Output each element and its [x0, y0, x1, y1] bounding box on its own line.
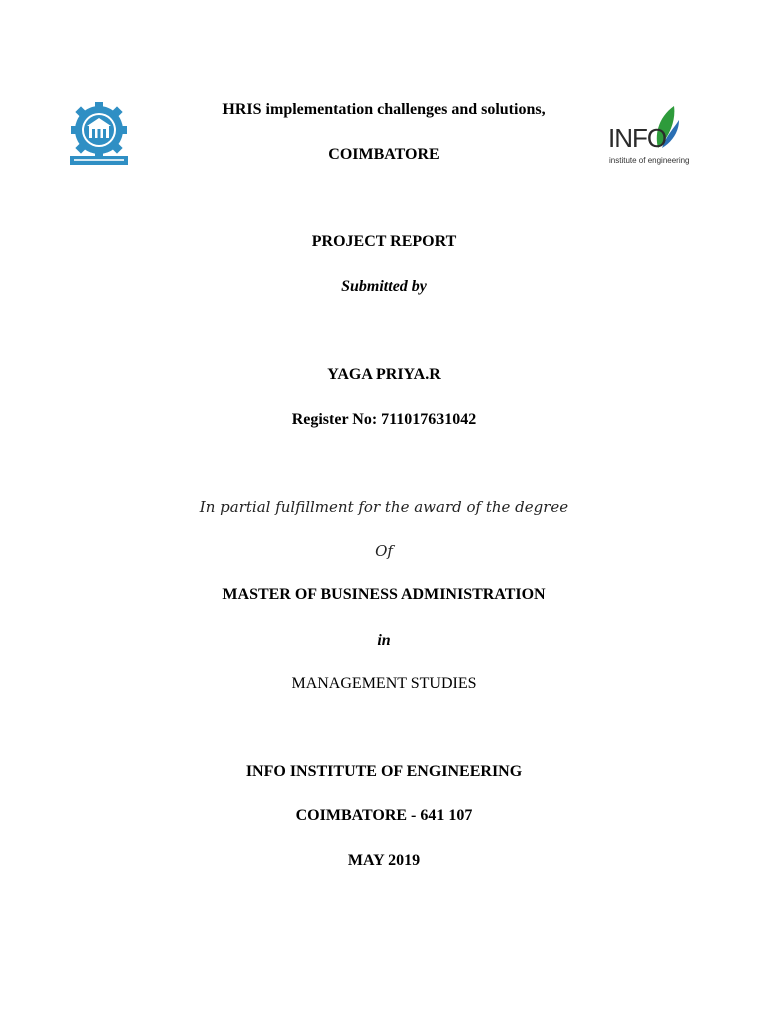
in-text: in: [377, 632, 391, 649]
degree-name: MASTER OF BUSINESS ADMINISTRATION: [222, 586, 546, 603]
institute-city: COIMBATORE - 641 107: [295, 807, 473, 824]
city-top: COIMBATORE: [328, 146, 440, 163]
info-logo-subtitle: institute of engineering: [609, 156, 690, 165]
fulfillment-text: In partial fulfillment for the award of the degree: [199, 498, 569, 516]
submitted-by: Submitted by: [341, 278, 427, 295]
report-title: HRIS implementation challenges and solutions,: [222, 101, 546, 118]
submission-date: MAY 2019: [347, 852, 421, 869]
register-number: Register No: 711017631042: [291, 411, 477, 428]
institute-name: INFO INSTITUTE OF ENGINEERING: [245, 763, 523, 780]
student-name: YAGA PRIYA.R: [327, 366, 441, 383]
info-logo-word: INFO: [608, 123, 667, 153]
field-name: MANAGEMENT STUDIES: [291, 675, 477, 692]
of-text: Of: [375, 542, 393, 560]
report-type: PROJECT REPORT: [311, 233, 457, 250]
